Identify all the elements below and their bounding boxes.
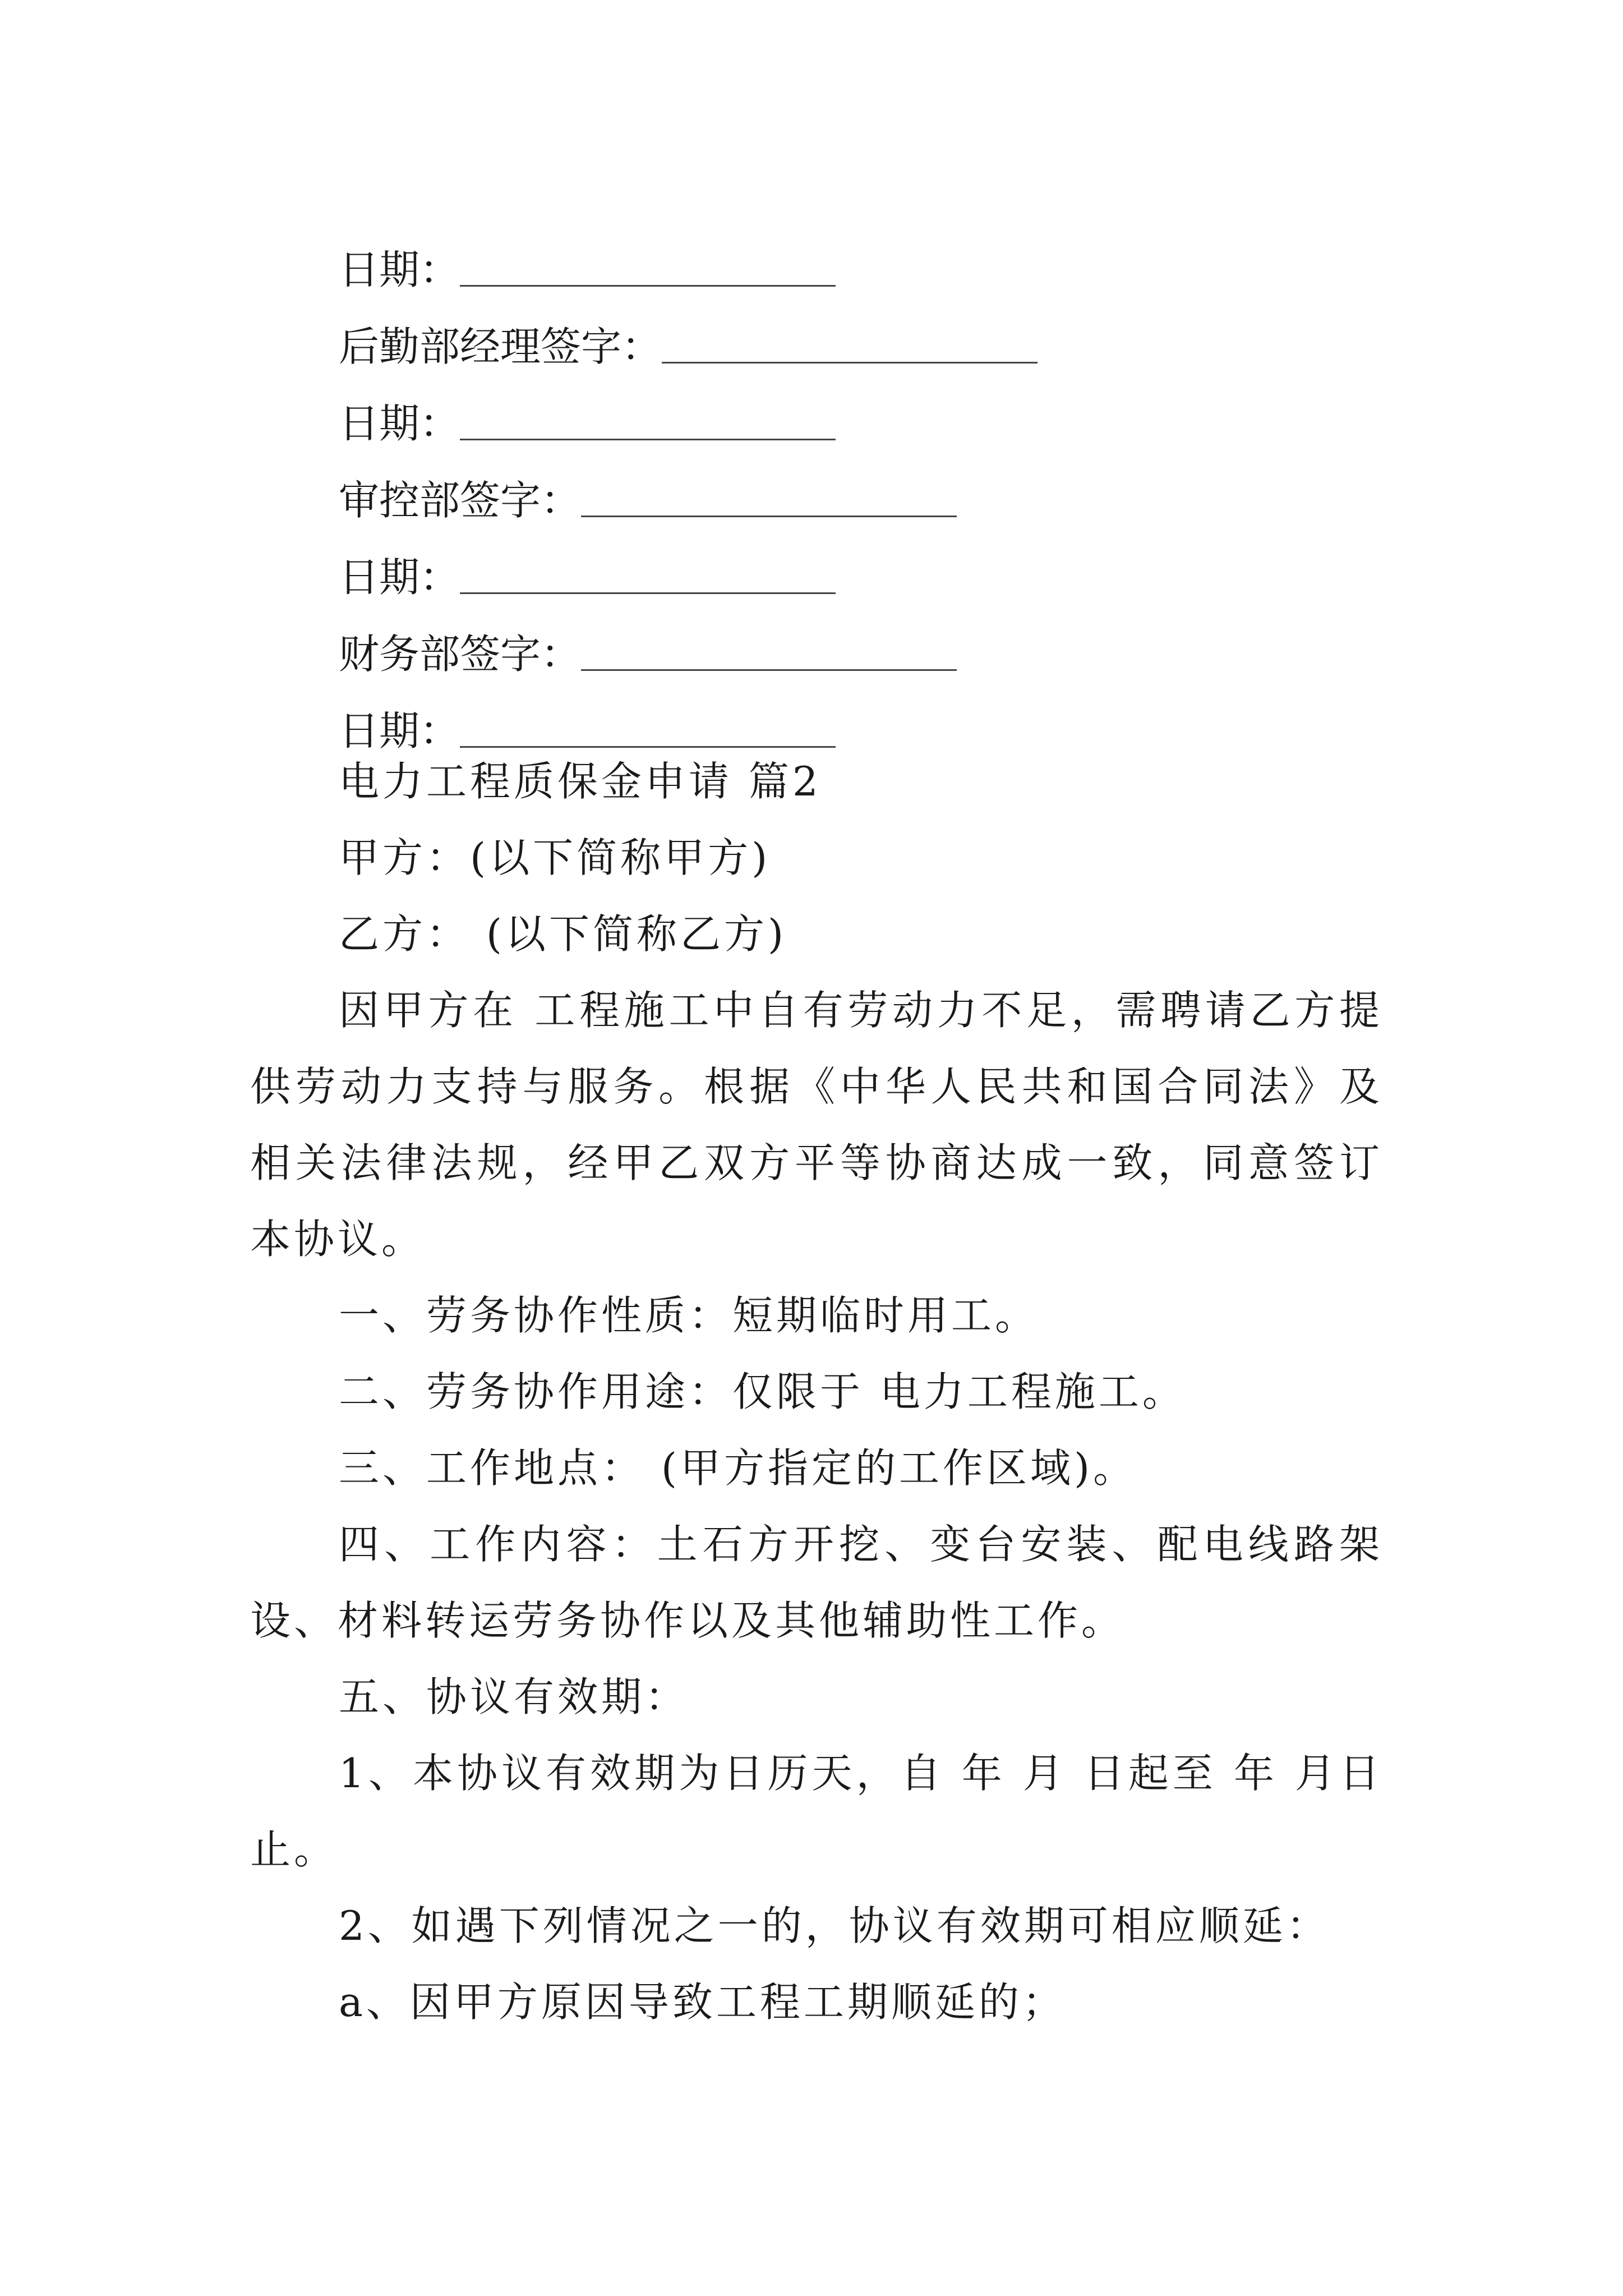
- signature-label: 财务部签字：: [339, 631, 582, 678]
- clause-1: 一、劳务协作性质：短期临时用工。: [339, 1292, 1039, 1339]
- signature-row-date-2: [339, 367, 1038, 447]
- signature-label: 后勤部经理签字：: [339, 323, 662, 370]
- signature-label: 日期：: [339, 246, 460, 293]
- clause-2: 二、劳务协作用途：仅限于 电力工程施工。: [339, 1368, 1186, 1415]
- agreement-body: [250, 743, 1383, 2040]
- signature-row-finance: [339, 597, 1038, 678]
- signature-blank-line: [460, 592, 836, 594]
- signature-row-date-1: [339, 213, 1038, 293]
- signature-blank-line: [581, 516, 957, 517]
- signature-label: 日期：: [339, 554, 460, 601]
- party-b-line: 乙方： (以下简称乙方): [339, 910, 787, 958]
- clause-4: 四、工作内容：土石方开挖、变台安装、配电线路架设、材料转运劳务协作以及其他辅助性工作。: [250, 1521, 1383, 1644]
- section-title: 电力工程质保金申请 篇2: [339, 758, 822, 805]
- clause-5: 五、协议有效期：: [339, 1673, 689, 1720]
- signature-blank-line: [662, 362, 1038, 364]
- clause-5-item-a: a、因甲方原因导致工程工期顺延的；: [339, 1978, 1066, 2026]
- signature-row-logistics-manager: [339, 290, 1038, 370]
- signature-row-date-4: [339, 674, 1038, 754]
- signature-label: 审控部签字：: [339, 477, 582, 524]
- signature-label: 日期：: [339, 400, 460, 447]
- signature-blank-line: [460, 285, 836, 287]
- signature-blank-line: [581, 669, 957, 671]
- clause-5-item-2: 2、如遇下列情况之一的，协议有效期可相应顺延：: [339, 1902, 1330, 1949]
- paragraph-intro: 因甲方在 工程施工中自有劳动力不足，需聘请乙方提供劳动力支持与服务。根据《中华人民共和国合同法》及相关法律法规，经甲乙双方平等协商达成一致，同意签订本协议。: [250, 987, 1383, 1263]
- signature-block: [339, 213, 1038, 754]
- signature-label: 日期：: [339, 707, 460, 754]
- clause-5-item-1: 1、本协议有效期为日历天，自 年 月 日起至 年 月日止。: [250, 1750, 1383, 1873]
- signature-blank-line: [460, 439, 836, 440]
- signature-row-audit: [339, 444, 1038, 524]
- signature-row-date-3: [339, 521, 1038, 601]
- clause-3: 三、工作地点： (甲方指定的工作区域)。: [339, 1444, 1137, 1492]
- party-a-line: 甲方：(以下简称甲方): [339, 834, 771, 881]
